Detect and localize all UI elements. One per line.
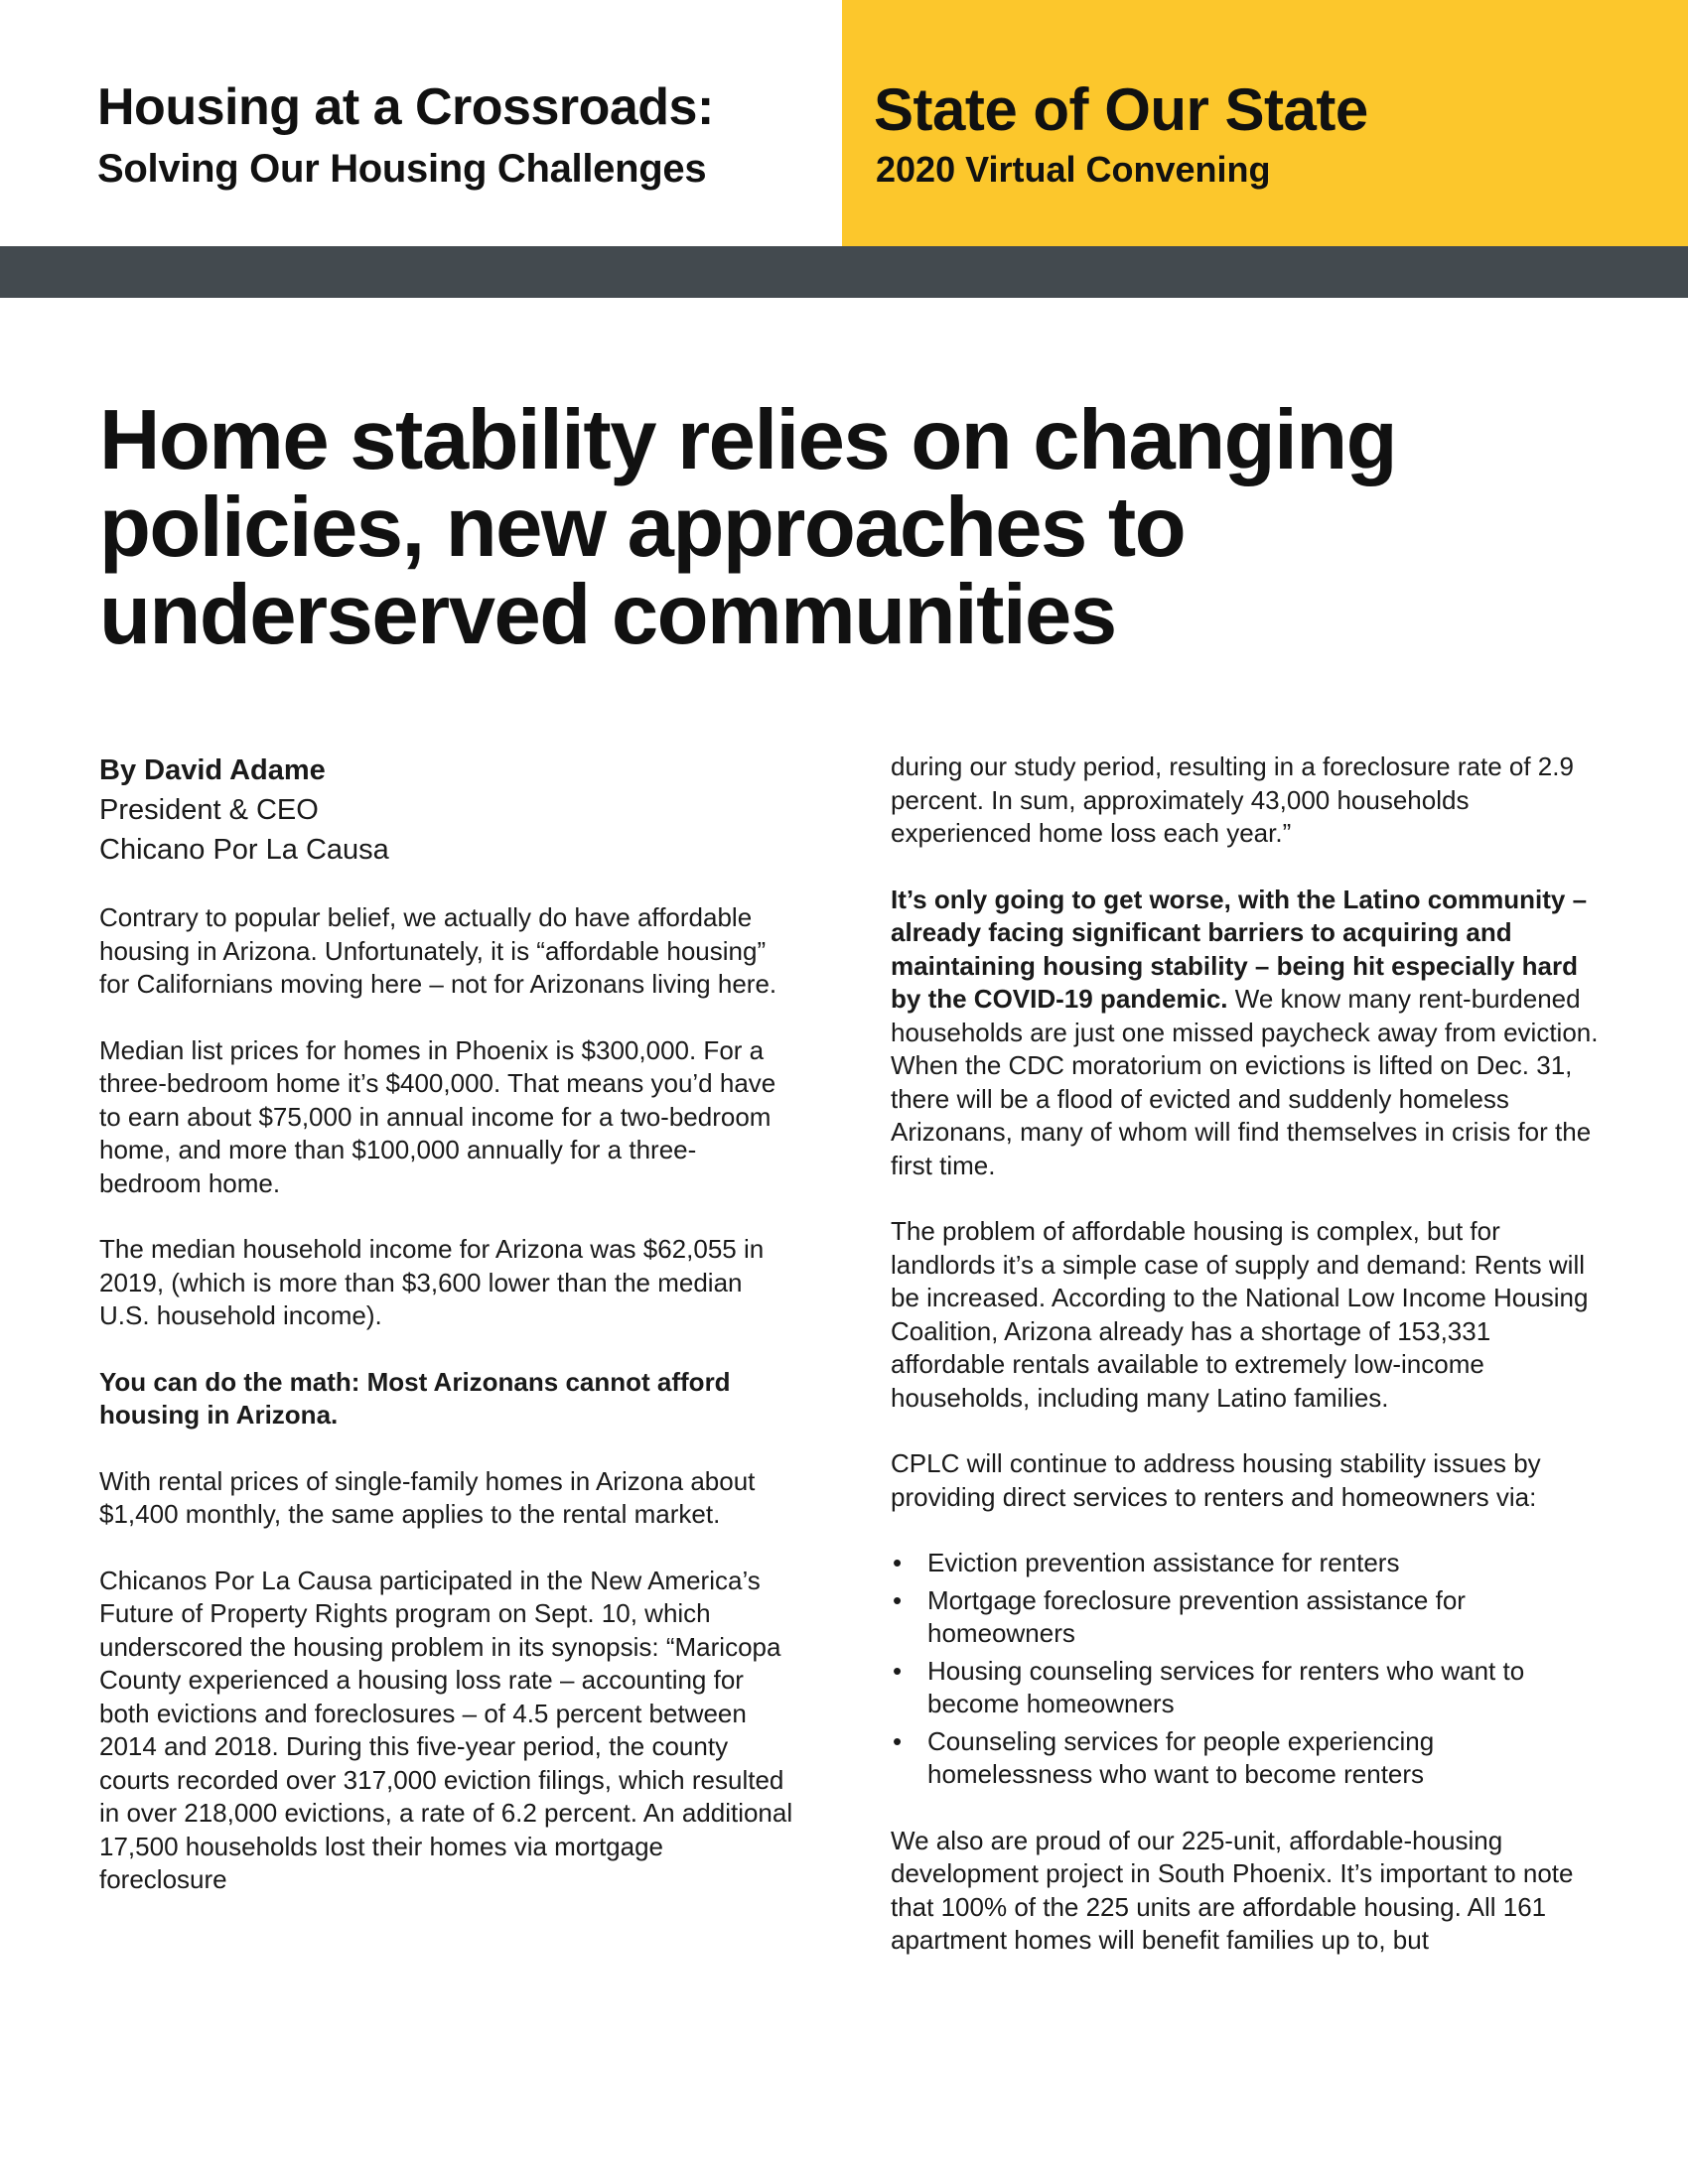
left-column <box>99 751 794 1930</box>
list-item <box>891 1725 1606 1792</box>
paragraph: The median household income for Arizona was $62,055 in 2019, (which is more than $3,600 lower than the median U.S. household income). <box>99 1234 765 1330</box>
bullet-icon: • <box>893 1655 903 1686</box>
byline <box>99 751 794 870</box>
header-left-panel <box>0 0 842 246</box>
series-title: Housing at a Crossroads: <box>97 78 714 136</box>
byline-org: Chicano Por La Causa <box>99 834 389 866</box>
paragraph-rest: We know many rent-burdened households are just one missed paycheck away from eviction. When the CDC moratorium on evictions is lifted on Dec. 31, there will be a flood of evicted and suddenly homeless Arizonans, many of whom will find themselves in crisis for the first time. <box>891 984 1599 1180</box>
paragraph: Median list prices for homes in Phoenix is $300,000. For a three-bedroom home it’s $400,000. That means you’d have to earn about $75,000 in annual income for a two-bedroom home, and more than $100,000 annually for a three-bedroom home. <box>99 1034 776 1198</box>
bullet-icon: • <box>893 1725 903 1756</box>
byline-title: President & CEO <box>99 794 319 826</box>
right-column <box>891 751 1606 1990</box>
event-title: State of Our State <box>874 76 1368 143</box>
paragraph: Contrary to popular belief, we actually do have affordable housing in Arizona. Unfortunately, it is “affordable housing” for Californians moving here – not for Arizonans living here. <box>99 902 777 999</box>
bullet-icon: • <box>893 1548 903 1577</box>
byline-author: By David Adame <box>99 754 326 786</box>
paragraph: Chicanos Por La Causa participated in the New America’s Future of Property Rights program on Sept. 10, which underscored the housing problem in its synopsis: “Maricopa County experienced a housing loss rate – accounting for both evictions and foreclosures – of 4.5 percent between 2014 and 2018. During this five-year period, the county courts recorded over 317,000 eviction filings, which resulted in over 218,000 evictions, a rate of 6.2 percent. An additional 17,500 households lost their homes via mortgage foreclosure <box>99 1565 793 1894</box>
header-divider-bar <box>0 246 1688 298</box>
bold-paragraph: You can do the math: Most Arizonans cannot afford housing in Arizona. <box>99 1366 731 1430</box>
event-subtitle: 2020 Virtual Convening <box>876 149 1271 190</box>
list-item <box>891 1584 1606 1651</box>
page-header <box>0 0 1688 246</box>
paragraph <box>891 884 1606 1183</box>
series-subtitle: Solving Our Housing Challenges <box>97 147 707 191</box>
paragraph: The problem of affordable housing is complex, but for landlords it’s a simple case of supply and demand: Rents will be increased. According to the National Low Income Housing Coalition, Arizona already has a shortage of 153,331 affordable rentals available to extremely low-income households, including many Latino families. <box>891 1216 1589 1413</box>
list-item <box>891 1655 1606 1721</box>
list-item-text: Eviction prevention assistance for renters <box>927 1548 1400 1577</box>
bold-lead: It’s only going to get worse, with the Latino community – already facing significant barriers to acquiring and maintaining housing stability – being hit especially hard by the COVID-19 pandemic. <box>891 884 1588 1014</box>
services-list <box>891 1547 1606 1792</box>
list-item-text: Counseling services for people experiencing homelessness who want to become renters <box>927 1725 1435 1789</box>
list-item <box>891 1547 1606 1580</box>
list-item-text: Mortgage foreclosure prevention assistance for homeowners <box>927 1584 1466 1648</box>
paragraph: CPLC will continue to address housing stability issues by providing direct services to renters and homeowners via: <box>891 1448 1541 1512</box>
paragraph: during our study period, resulting in a foreclosure rate of 2.9 percent. In sum, approximately 43,000 households experienced home loss each year.” <box>891 751 1574 848</box>
header-right-panel <box>842 0 1688 246</box>
paragraph: With rental prices of single-family homes in Arizona about $1,400 monthly, the same applies to the rental market. <box>99 1465 756 1529</box>
bullet-icon: • <box>893 1584 903 1615</box>
article-headline: Home stability relies on changing policies, new approaches to underserved communities <box>99 393 1397 662</box>
list-item-text: Housing counseling services for renters who want to become homeowners <box>927 1655 1525 1718</box>
paragraph: We also are proud of our 225-unit, affordable-housing development project in South Phoenix. It’s important to note that 100% of the 225 units are affordable housing. All 161 apartment homes will benefit families up to, but <box>891 1825 1574 1955</box>
